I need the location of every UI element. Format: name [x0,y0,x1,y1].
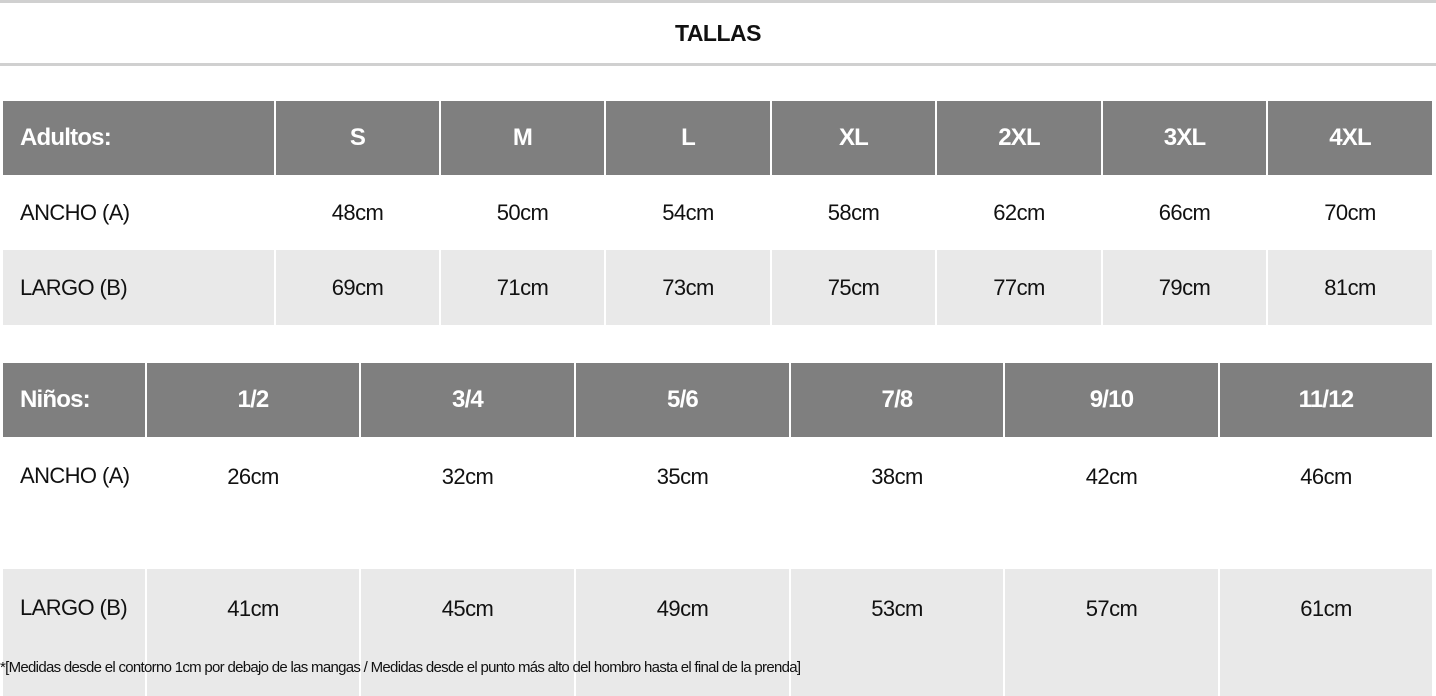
measure-cell: 35cm [574,437,789,569]
measure-cell: 73cm [604,250,770,325]
adult-header-size-xl: XL [770,101,935,175]
measure-cell: 45cm [359,569,574,696]
measure-cell: 77cm [935,250,1101,325]
measure-cell: 66cm [1101,175,1266,250]
kids-header-label: Niños: [3,363,145,437]
measure-cell: 75cm [770,250,935,325]
measure-cell: 57cm [1003,569,1218,696]
measure-cell: 54cm [604,175,770,250]
page-title: TALLAS [674,19,761,46]
adult-header-size-l: L [604,101,770,175]
row-label: ANCHO (A) [3,175,274,250]
measure-cell: 53cm [789,569,1003,696]
measure-cell: 81cm [1266,250,1432,325]
measure-cell: 41cm [145,569,359,696]
kids-row-ancho [3,437,1432,569]
measure-cell: 46cm [1218,437,1432,569]
row-label: LARGO (B) [3,250,274,325]
adult-header-size-4xl: 4XL [1266,101,1432,175]
adult-header-label: Adultos: [3,101,274,175]
measure-cell: 61cm [1218,569,1432,696]
kids-size-table [3,363,1432,696]
measure-cell: 49cm [574,569,789,696]
measure-cell: 38cm [789,437,1003,569]
kids-header-size-5-6: 5/6 [574,363,789,437]
measure-cell: 62cm [935,175,1101,250]
kids-header-size-11-12: 11/12 [1218,363,1432,437]
adult-size-table [3,101,1432,325]
kids-header-size-7-8: 7/8 [789,363,1003,437]
measure-cell: 48cm [274,175,439,250]
adult-header-size-2xl: 2XL [935,101,1101,175]
measure-cell: 58cm [770,175,935,250]
footnote: *[Medidas desde el contorno 1cm por debajo de las mangas / Medidas desde el punto más alto del hombro hasta el final de la prenda] [0,659,801,676]
row-label: ANCHO (A) [3,437,145,569]
adult-header-size-3xl: 3XL [1101,101,1266,175]
kids-header-size-3-4: 3/4 [359,363,574,437]
adult-row-largo [3,250,1432,325]
kids-header-row [3,363,1432,437]
measure-cell: 79cm [1101,250,1266,325]
adult-header-size-s: S [274,101,439,175]
measure-cell: 50cm [439,175,604,250]
adult-header-row [3,101,1432,175]
measure-cell: 42cm [1003,437,1218,569]
kids-header-size-1-2: 1/2 [145,363,359,437]
kids-row-largo [3,569,1432,696]
row-label: LARGO (B) [3,569,145,696]
measure-cell: 69cm [274,250,439,325]
title-band [0,0,1436,66]
measure-cell: 26cm [145,437,359,569]
kids-header-size-9-10: 9/10 [1003,363,1218,437]
adult-header-size-m: M [439,101,604,175]
measure-cell: 32cm [359,437,574,569]
measure-cell: 71cm [439,250,604,325]
adult-row-ancho [3,175,1432,250]
measure-cell: 70cm [1266,175,1432,250]
